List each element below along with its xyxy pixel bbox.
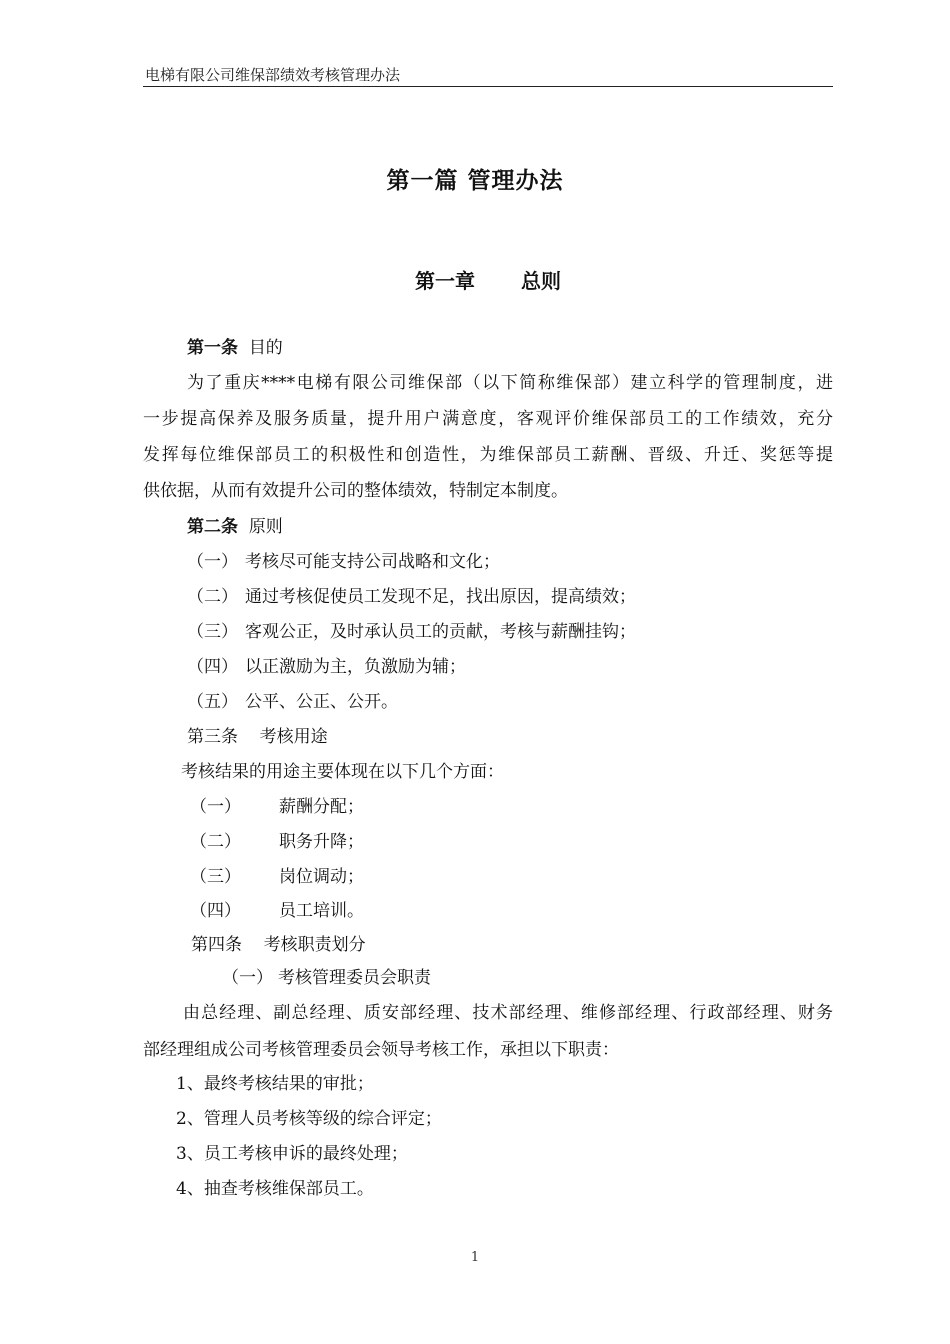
item-mark: （一） xyxy=(190,797,241,817)
sub-title: 考核管理委员会职责 xyxy=(278,968,431,988)
part-title: 第一篇 管理办法 xyxy=(386,167,564,194)
article2-title: 原则 xyxy=(248,517,283,537)
article1-line-3: 发挥每位维保部员工的积极性和创造性，为维保部员工薪酬、晋级、升迁、奖惩等提 xyxy=(143,445,833,465)
article1-line-1: 为了重庆****电梯有限公司维保部（以下简称维保部）建立科学的管理制度，进 xyxy=(187,373,833,393)
item-text: 职务升降； xyxy=(279,832,364,852)
sub-mark: （一） xyxy=(222,968,273,988)
chapter-number: 第一章 xyxy=(415,269,475,293)
item-mark: （二） xyxy=(187,587,238,607)
item-text: 公平、公正、公开。 xyxy=(245,692,398,712)
item-mark: （二） xyxy=(190,832,241,852)
article1-title: 目的 xyxy=(248,338,283,358)
article4-line-1: 由总经理、副总经理、质安部经理、技术部经理、维修部经理、行政部经理、财务 xyxy=(183,1003,833,1023)
item-mark: （三） xyxy=(187,622,238,642)
article3-item xyxy=(190,795,364,819)
article4-title: 考核职责划分 xyxy=(263,935,366,955)
article3-label: 第三条 xyxy=(187,727,238,747)
item-mark: （四） xyxy=(190,901,241,921)
article4-item: 2、管理人员考核等级的综合评定； xyxy=(176,1109,442,1129)
article2-item xyxy=(187,655,466,679)
page-number: 1 xyxy=(470,1250,480,1265)
article4-item: 3、员工考核申诉的最终处理； xyxy=(176,1144,408,1164)
item-text: 岗位调动； xyxy=(279,867,364,887)
chapter-name: 总则 xyxy=(521,269,561,293)
item-mark: （三） xyxy=(190,867,241,887)
article1-heading xyxy=(187,336,283,360)
item-text: 以正激励为主，负激励为辅； xyxy=(245,657,466,677)
article1-line-4: 供依据，从而有效提升公司的整体绩效，特制定本制度。 xyxy=(143,481,568,501)
item-text: 通过考核促使员工发现不足，找出原因，提高绩效； xyxy=(245,587,636,607)
article3-item xyxy=(190,899,364,923)
chapter-title xyxy=(0,265,950,294)
item-mark: （一） xyxy=(187,552,238,572)
article3-heading xyxy=(187,725,328,749)
article3-item xyxy=(190,865,364,889)
article3-intro: 考核结果的用途主要体现在以下几个方面： xyxy=(181,762,504,782)
article2-heading xyxy=(187,515,283,539)
article4-item: 1、最终考核结果的审批； xyxy=(176,1074,374,1094)
article3-item xyxy=(190,830,364,854)
article4-heading xyxy=(191,933,366,957)
item-mark: （五） xyxy=(187,692,238,712)
article3-title: 考核用途 xyxy=(259,727,328,747)
page-header xyxy=(143,66,833,87)
item-text: 客观公正，及时承认员工的贡献，考核与薪酬挂钩； xyxy=(245,622,636,642)
article4-subheading xyxy=(222,966,431,990)
article2-item xyxy=(187,550,500,574)
item-text: 员工培训。 xyxy=(279,901,364,921)
article2-label: 第二条 xyxy=(187,517,238,537)
article4-line-2: 部经理组成公司考核管理委员会领导考核工作，承担以下职责： xyxy=(143,1040,619,1060)
article4-item: 4、抽查考核维保部员工。 xyxy=(176,1179,374,1199)
article2-item xyxy=(187,585,636,609)
article2-item xyxy=(187,690,398,714)
header-title: 电梯有限公司维保部绩效考核管理办法 xyxy=(145,66,401,84)
item-text: 考核尽可能支持公司战略和文化； xyxy=(245,552,500,572)
article4-label: 第四条 xyxy=(191,935,242,955)
item-mark: （四） xyxy=(187,657,238,677)
item-text: 薪酬分配； xyxy=(279,797,364,817)
article2-item xyxy=(187,620,636,644)
article1-label: 第一条 xyxy=(187,338,238,358)
article1-line-2: 一步提高保养及服务质量，提升用户满意度，客观评价维保部员工的工作绩效，充分 xyxy=(143,409,833,429)
